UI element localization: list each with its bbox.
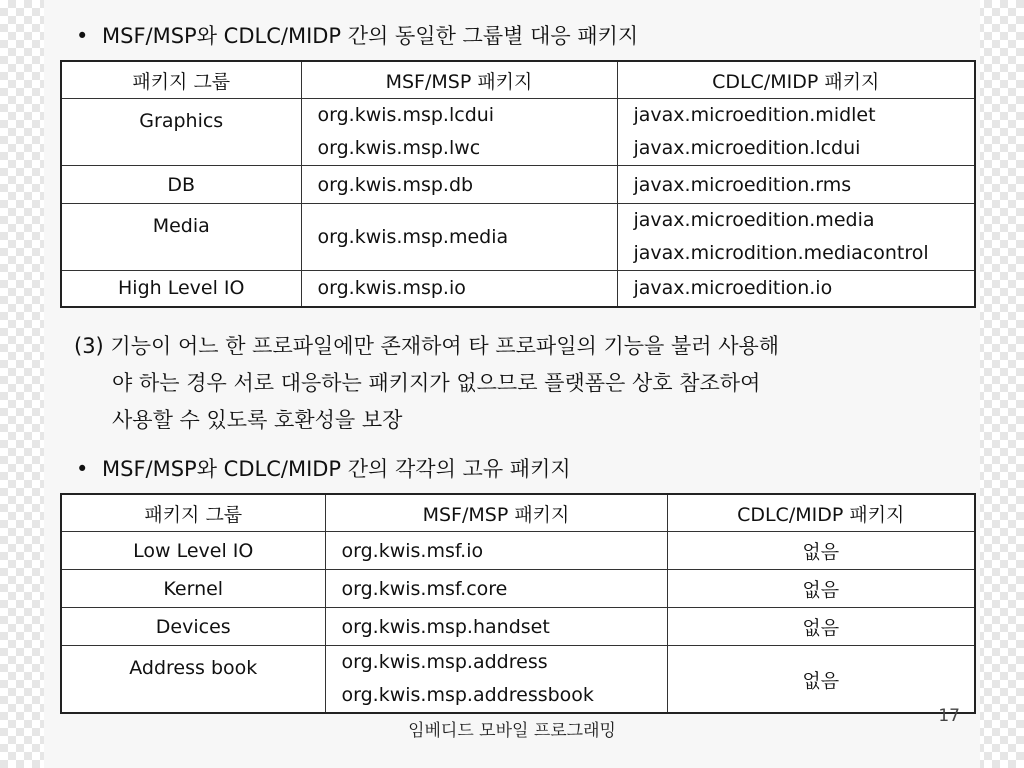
cell-text: 없음 bbox=[802, 617, 840, 639]
cell-text: org.kwis.msp.media bbox=[317, 226, 509, 248]
cell-msf bbox=[301, 204, 617, 271]
cell-text: org.kwis.msp.addressbook bbox=[341, 684, 594, 706]
cell-group bbox=[61, 608, 325, 646]
header-cdlc: CDLC/MIDP 패키지 bbox=[667, 494, 975, 532]
cell-cdlc bbox=[667, 532, 975, 570]
slide bbox=[44, 0, 980, 768]
cell-text: Graphics bbox=[139, 110, 224, 132]
header-msf: MSF/MSP 패키지 bbox=[301, 61, 617, 99]
cell-text: Low Level IO bbox=[133, 539, 254, 562]
cell-msf bbox=[301, 166, 617, 204]
cell-text: Kernel bbox=[163, 577, 224, 600]
cell-cdlc bbox=[617, 204, 975, 271]
table-row bbox=[61, 204, 975, 271]
cell-text: Media bbox=[152, 215, 210, 237]
cell-cdlc bbox=[667, 608, 975, 646]
cell-group bbox=[61, 646, 325, 714]
cell-text: org.kwis.msp.io bbox=[317, 277, 466, 300]
table-row bbox=[61, 570, 975, 608]
page-number: 17 bbox=[938, 706, 960, 726]
cell-text: DB bbox=[167, 173, 196, 196]
unique-packages-table bbox=[60, 493, 976, 714]
cell-text: javax.microedition.media bbox=[633, 209, 875, 231]
cell-group bbox=[61, 204, 301, 271]
cell-msf bbox=[325, 570, 667, 608]
table-header-row bbox=[61, 494, 975, 532]
cell-text: org.kwis.msp.db bbox=[317, 173, 474, 196]
cell-cdlc bbox=[617, 271, 975, 307]
cell-msf bbox=[325, 608, 667, 646]
header-group: 패키지 그룹 bbox=[61, 61, 301, 99]
header-cdlc: CDLC/MIDP 패키지 bbox=[617, 61, 975, 99]
table-row bbox=[61, 271, 975, 307]
compatibility-paragraph bbox=[74, 328, 964, 439]
cell-text: org.kwis.msp.address bbox=[341, 651, 548, 673]
cell-text: High Level IO bbox=[118, 277, 245, 300]
table-row bbox=[61, 608, 975, 646]
shared-packages-table bbox=[60, 60, 976, 308]
paragraph-line: (3) 기능이 어느 한 프로파일에만 존재하여 타 프로파일의 기능을 불러 사용해 bbox=[74, 334, 780, 358]
cell-msf bbox=[325, 532, 667, 570]
bullet-heading-2 bbox=[76, 455, 571, 483]
cell-text: javax.microedition.rms bbox=[633, 173, 852, 196]
table-row bbox=[61, 166, 975, 204]
cell-text: javax.microedition.lcdui bbox=[633, 137, 861, 159]
bullet-heading-1 bbox=[76, 22, 638, 50]
header-msf: MSF/MSP 패키지 bbox=[325, 494, 667, 532]
table-row bbox=[61, 99, 975, 166]
cell-msf bbox=[325, 646, 667, 714]
cell-text: 없음 bbox=[802, 579, 840, 601]
cell-text: org.kwis.msp.handset bbox=[341, 615, 550, 638]
cell-text: Address book bbox=[129, 657, 258, 679]
footer-title: 임베디드 모바일 프로그래밍 bbox=[408, 721, 616, 741]
bullet-dot: • bbox=[76, 457, 89, 481]
cell-text: Devices bbox=[155, 615, 231, 638]
cell-text: 없음 bbox=[802, 541, 840, 563]
cell-text: org.kwis.msf.io bbox=[341, 539, 484, 562]
table-row bbox=[61, 646, 975, 714]
bullet-dot: • bbox=[76, 24, 89, 48]
cell-text: org.kwis.msp.lcdui bbox=[317, 104, 495, 126]
paragraph-line: 야 하는 경우 서로 대응하는 패키지가 없으므로 플랫폼은 상호 참조하여 bbox=[112, 371, 761, 395]
cell-cdlc bbox=[667, 570, 975, 608]
cell-text: org.kwis.msp.lwc bbox=[317, 137, 481, 159]
bullet-text: MSF/MSP와 CDLC/MIDP 간의 동일한 그룹별 대응 패키지 bbox=[102, 24, 639, 48]
cell-group bbox=[61, 271, 301, 307]
cell-text: org.kwis.msf.core bbox=[341, 577, 508, 600]
cell-cdlc bbox=[667, 646, 975, 714]
cell-msf bbox=[301, 271, 617, 307]
table-header-row bbox=[61, 61, 975, 99]
bullet-text: MSF/MSP와 CDLC/MIDP 간의 각각의 고유 패키지 bbox=[102, 457, 571, 481]
cell-cdlc bbox=[617, 166, 975, 204]
cell-msf bbox=[301, 99, 617, 166]
cell-text: 없음 bbox=[802, 669, 840, 692]
header-group: 패키지 그룹 bbox=[61, 494, 325, 532]
cell-group bbox=[61, 166, 301, 204]
cell-cdlc bbox=[617, 99, 975, 166]
cell-text: javax.microedition.midlet bbox=[633, 104, 876, 126]
cell-group bbox=[61, 99, 301, 166]
paragraph-line: 사용할 수 있도록 호환성을 보장 bbox=[112, 408, 403, 432]
cell-group bbox=[61, 570, 325, 608]
cell-group bbox=[61, 532, 325, 570]
cell-text: javax.microdition.mediacontrol bbox=[633, 242, 929, 264]
table-row bbox=[61, 532, 975, 570]
cell-text: javax.microedition.io bbox=[633, 277, 833, 300]
